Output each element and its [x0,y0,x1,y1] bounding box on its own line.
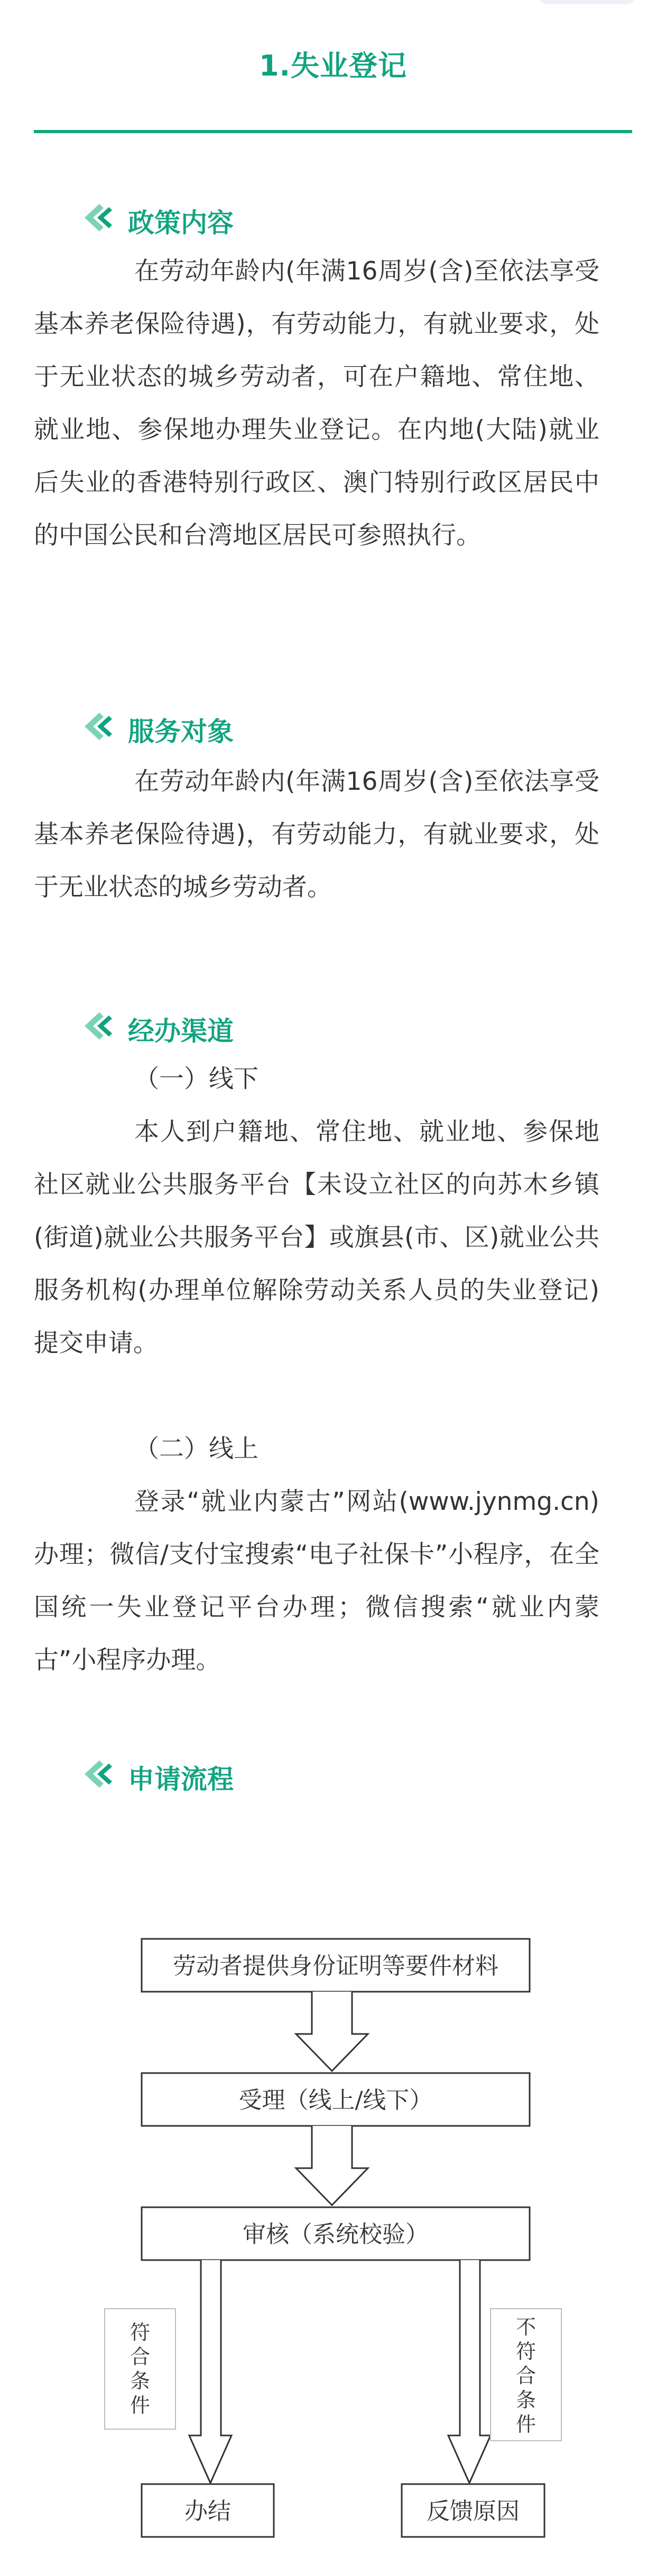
section-heading-process: 申请流程 [128,1764,234,1795]
flow-arrow-left-down [189,2260,232,2483]
flow-step3-label: 审核（系统校验） [243,2221,429,2248]
policy-text: 在劳动年龄内(年满16周岁(含)至依法享受基本养老保险待遇)，有劳动能力，有就业要求，处于无业状态的城乡劳动者，可在户籍地、常住地、就业地、参保地办理失业登记。在内地(大陆)就业后失业的香港特别行政区、澳门特别行政区居民中的中国公民和台湾地区居民可参照执行。 [34,257,599,550]
flow-arrow-right-down [448,2260,491,2483]
section-heading-policy: 政策内容 [128,208,234,238]
flow-condition-right-label: 不符合条件 [515,2316,536,2436]
online-label: （二）线上 [134,1434,258,1463]
leaf-bullet-icon [79,711,116,742]
flow-condition-left-label: 符合条件 [130,2321,151,2417]
flow-result-ok-label: 办结 [184,2498,231,2525]
leaf-bullet-icon [79,202,116,234]
flow-step2-label: 受理（线上/线下） [238,2087,433,2114]
leaf-bullet-icon [79,1010,116,1042]
offline-text: 本人到户籍地、常住地、就业地、参保地社区就业公共服务平台【未设立社区的向苏木乡镇(街道)就业公共服务平台】或旗县(市、区)就业公共服务机构(办理单位解除劳动关系人员的失业登记)提交申请。 [34,1117,599,1358]
flow-step1-label: 劳动者提供身份证明等要件材料 [173,1953,498,1980]
leaf-bullet-icon [79,1758,116,1790]
target-text: 在劳动年龄内(年满16周岁(含)至依法享受基本养老保险待遇)，有劳动能力，有就业要求，处于无业状态的城乡劳动者。 [34,767,599,902]
page-title: 1.失业登记 [258,49,408,82]
online-text: 登录“就业内蒙古”网站(www.jynmg.cn)办理；微信/支付宝搜索“电子社保卡”小程序，在全国统一失业登记平台办理；微信搜索“就业内蒙古”小程序办理。 [34,1487,599,1675]
process-flowchart [0,1881,666,2576]
flow-arrow-down [296,1992,368,2071]
section-heading-channels: 经办渠道 [128,1016,234,1047]
title-divider [34,130,632,133]
offline-label: （一）线下 [134,1065,258,1094]
flow-result-fail-label: 反馈原因 [427,2498,520,2525]
section-heading-target: 服务对象 [128,716,234,747]
flow-arrow-down [296,2126,368,2205]
top-tab-decoration [539,0,634,4]
